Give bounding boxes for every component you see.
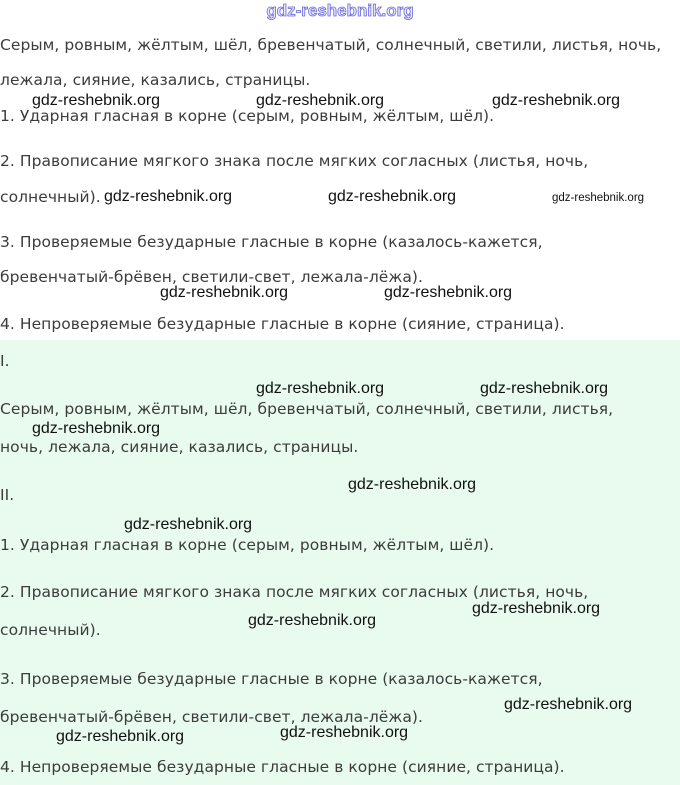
text-line: 2. Правописание мягкого знака после мягких согласных (листья, ночь, <box>0 583 589 601</box>
text-line: 4. Непроверяемые безударные гласные в корне (сияние, страница). <box>0 315 565 333</box>
watermark: gdz-reshebnik.org <box>32 92 161 109</box>
text-line: 3. Проверяемые безударные гласные в корне (казалось-кажется, <box>0 233 543 251</box>
text-line: 1. Ударная гласная в корне (серым, ровным, жёлтым, шёл). <box>0 536 495 554</box>
watermark: gdz-reshebnik.org <box>56 728 185 745</box>
text-line: Серым, ровным, жёлтым, шёл, бревенчатый, солнечный, светили, листья, ночь, <box>0 36 662 54</box>
watermark: gdz-reshebnik.org <box>472 600 601 617</box>
text-line: 4. Непроверяемые безударные гласные в корне (сияние, страница). <box>0 758 565 776</box>
watermark: gdz-reshebnik.org <box>104 188 233 205</box>
watermark: gdz-reshebnik.org <box>328 188 457 205</box>
text-line: 1. Ударная гласная в корне (серым, ровным, жёлтым, шёл). <box>0 107 495 125</box>
watermark: gdz-reshebnik.org <box>480 380 609 397</box>
watermark: gdz-reshebnik.org <box>32 420 161 437</box>
text-line: бревенчатый-брёвен, светили-свет, лежала-лёжа). <box>0 708 423 726</box>
watermark: gdz-reshebnik.org <box>256 92 385 109</box>
watermark: gdz-reshebnik.org <box>280 724 409 741</box>
text-line: ночь, лежала, сияние, казались, страницы. <box>0 438 359 456</box>
text-line: Серым, ровным, жёлтым, шёл, бревенчатый, солнечный, светили, листья, <box>0 400 614 418</box>
text-line: солнечный). <box>0 188 101 206</box>
text-line: II. <box>0 486 15 504</box>
watermark: gdz-reshebnik.org <box>124 516 253 533</box>
watermark: gdz-reshebnik.org <box>504 696 633 713</box>
text-line: 3. Проверяемые безударные гласные в корне (казалось-кажется, <box>0 670 543 688</box>
text-line: лежала, сияние, казались, страницы. <box>0 71 311 89</box>
watermark: gdz-reshebnik.org <box>160 284 289 301</box>
watermark: gdz-reshebnik.org <box>348 476 477 493</box>
text-line: бревенчатый-брёвен, светили-свет, лежала-лёжа). <box>0 268 423 286</box>
watermark: gdz-reshebnik.org <box>552 192 645 204</box>
text-line: солнечный). <box>0 621 101 639</box>
watermark: gdz-reshebnik.org <box>248 612 377 629</box>
header-watermark: gdz-reshebnik.org <box>266 1 414 20</box>
watermark: gdz-reshebnik.org <box>384 284 513 301</box>
watermark: gdz-reshebnik.org <box>492 92 621 109</box>
text-line: I. <box>0 352 10 370</box>
watermark: gdz-reshebnik.org <box>256 380 385 397</box>
text-line: 2. Правописание мягкого знака после мягких согласных (листья, ночь, <box>0 152 589 170</box>
